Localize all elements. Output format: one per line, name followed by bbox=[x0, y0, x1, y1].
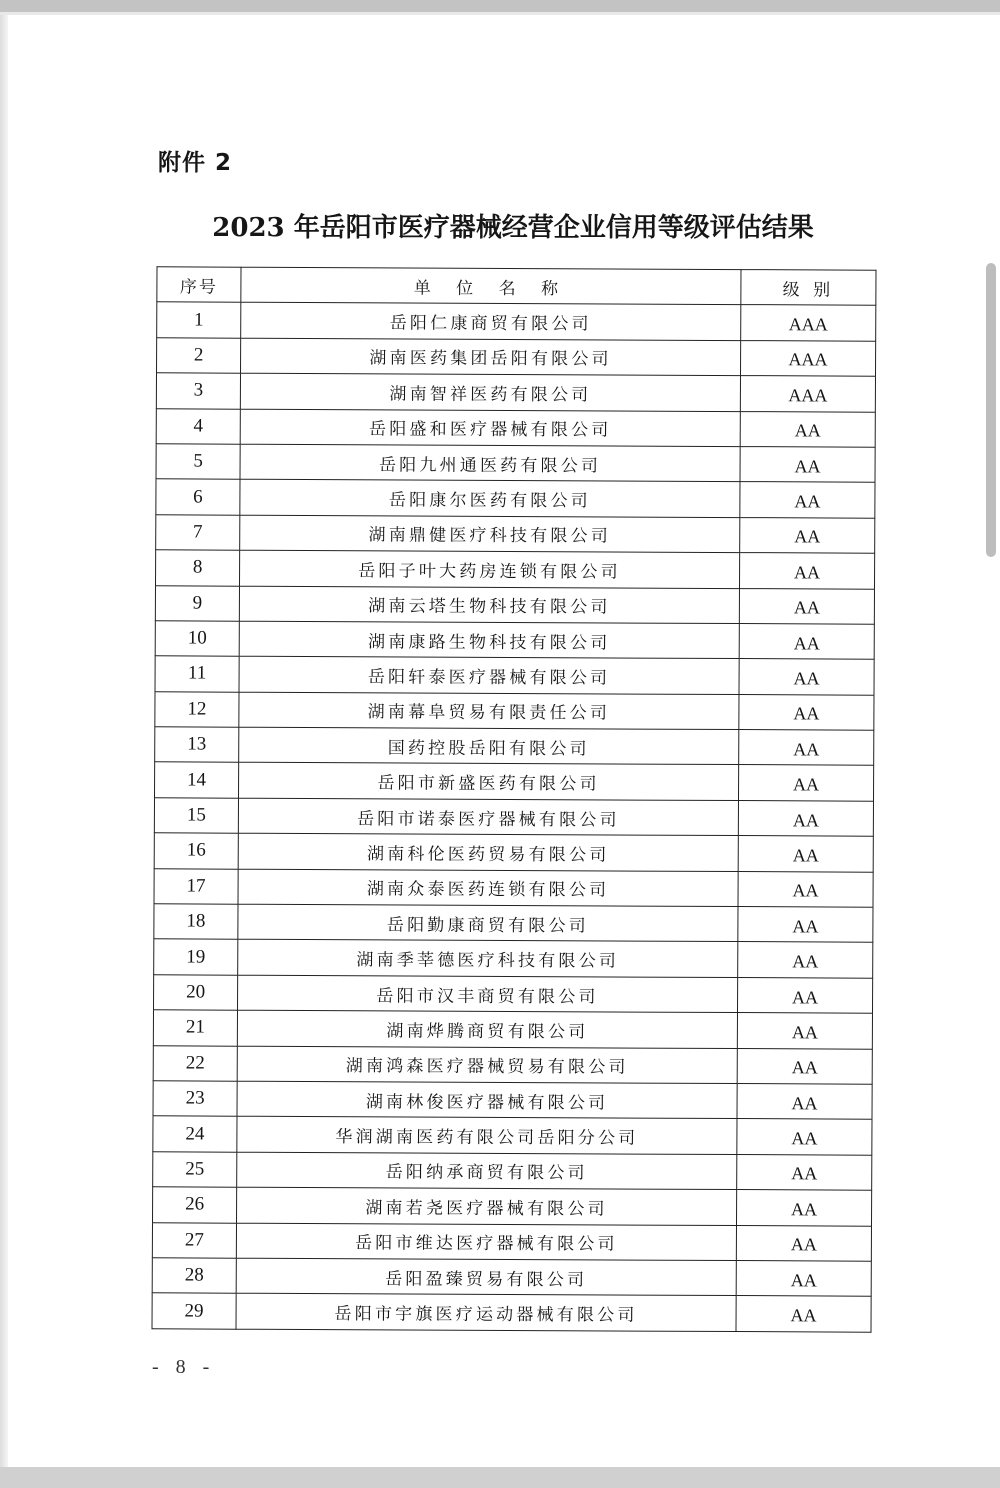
row-index-cell: 9 bbox=[155, 585, 239, 621]
row-index-cell: 12 bbox=[155, 691, 239, 727]
table-body bbox=[152, 302, 876, 1332]
credit-level-cell: AA bbox=[738, 800, 873, 836]
table-row bbox=[153, 1045, 872, 1084]
company-name-cell: 湖南林俊医疗器械有限公司 bbox=[237, 1081, 737, 1119]
credit-level-cell: AA bbox=[739, 659, 874, 695]
credit-level-cell: AA bbox=[740, 411, 875, 447]
table-row bbox=[155, 691, 874, 730]
row-index-cell: 13 bbox=[155, 727, 239, 763]
credit-level-cell: AAA bbox=[740, 376, 875, 412]
row-index-cell: 8 bbox=[156, 550, 240, 586]
table-row bbox=[153, 1116, 872, 1155]
credit-level-cell: AA bbox=[739, 588, 874, 624]
company-name-cell: 岳阳子叶大药房连锁有限公司 bbox=[240, 550, 740, 588]
table-row bbox=[155, 656, 874, 695]
table-row bbox=[155, 585, 874, 624]
table-row bbox=[153, 1152, 872, 1191]
viewer-bottom-border bbox=[0, 1467, 1000, 1488]
table-row bbox=[152, 1293, 871, 1332]
credit-level-cell: AA bbox=[738, 765, 873, 801]
company-name-cell: 湖南幕阜贸易有限责任公司 bbox=[239, 692, 739, 730]
table-row bbox=[155, 621, 874, 660]
credit-level-cell: AA bbox=[740, 517, 875, 553]
credit-level-cell: AA bbox=[737, 1154, 872, 1190]
table-header-row bbox=[157, 267, 876, 306]
company-name-cell: 湖南智祥医药有限公司 bbox=[240, 373, 740, 411]
row-index-cell: 26 bbox=[153, 1187, 237, 1223]
credit-level-cell: AA bbox=[739, 694, 874, 730]
table-row bbox=[152, 1258, 871, 1297]
row-index-cell: 20 bbox=[154, 975, 238, 1011]
table-row bbox=[155, 727, 874, 766]
credit-level-cell: AA bbox=[737, 1013, 872, 1049]
row-index-cell: 7 bbox=[156, 515, 240, 551]
company-name-cell: 岳阳市维达医疗器械有限公司 bbox=[236, 1223, 736, 1261]
row-index-cell: 15 bbox=[154, 798, 238, 834]
row-index-cell: 2 bbox=[157, 338, 241, 374]
company-name-cell: 岳阳盈臻贸易有限公司 bbox=[236, 1258, 736, 1296]
table-row bbox=[154, 868, 873, 907]
company-name-cell: 国药控股岳阳有限公司 bbox=[239, 727, 739, 765]
row-index-cell: 11 bbox=[155, 656, 239, 692]
viewer-top-edge bbox=[0, 12, 1000, 15]
company-name-cell: 岳阳勤康商贸有限公司 bbox=[238, 904, 738, 942]
table-row bbox=[154, 904, 873, 943]
row-index-cell: 24 bbox=[153, 1116, 237, 1152]
credit-level-cell: AA bbox=[737, 1048, 872, 1084]
table-row bbox=[154, 939, 873, 978]
credit-level-cell: AA bbox=[738, 871, 873, 907]
header-index: 序号 bbox=[157, 267, 241, 303]
viewer-left-border bbox=[0, 15, 8, 1467]
table-row bbox=[156, 515, 875, 554]
company-name-cell: 湖南季莘德医疗科技有限公司 bbox=[238, 940, 738, 978]
company-name-cell: 湖南众泰医药连锁有限公司 bbox=[238, 869, 738, 907]
viewer-top-border bbox=[0, 0, 1000, 12]
scrollbar-thumb[interactable] bbox=[986, 263, 996, 557]
company-name-cell: 岳阳市汉丰商贸有限公司 bbox=[238, 975, 738, 1013]
credit-level-cell: AAA bbox=[741, 305, 876, 341]
table-row bbox=[156, 373, 875, 412]
credit-level-cell: AA bbox=[739, 730, 874, 766]
credit-level-cell: AA bbox=[738, 836, 873, 872]
row-index-cell: 10 bbox=[155, 621, 239, 657]
company-name-cell: 湖南康路生物科技有限公司 bbox=[239, 621, 739, 659]
page-number: - 8 - bbox=[152, 1356, 216, 1378]
credit-level-cell: AA bbox=[740, 482, 875, 518]
company-name-cell: 岳阳九州通医药有限公司 bbox=[240, 444, 740, 482]
credit-level-cell: AA bbox=[737, 1084, 872, 1120]
credit-level-cell: AA bbox=[740, 447, 875, 483]
row-index-cell: 5 bbox=[156, 444, 240, 480]
table-row bbox=[156, 550, 875, 589]
table-row bbox=[156, 479, 875, 518]
table-row bbox=[156, 408, 875, 447]
company-name-cell: 岳阳轩泰医疗器械有限公司 bbox=[239, 657, 739, 695]
company-name-cell: 湖南烨腾商贸有限公司 bbox=[237, 1010, 737, 1048]
row-index-cell: 22 bbox=[153, 1045, 237, 1081]
company-name-cell: 岳阳康尔医药有限公司 bbox=[240, 480, 740, 518]
company-name-cell: 华润湖南医药有限公司岳阳分公司 bbox=[237, 1117, 737, 1155]
table-row bbox=[154, 798, 873, 837]
company-name-cell: 湖南云塔生物科技有限公司 bbox=[239, 586, 739, 624]
row-index-cell: 28 bbox=[152, 1258, 236, 1294]
header-company-name: 单 位 名 称 bbox=[241, 267, 741, 305]
header-credit-level: 级 别 bbox=[741, 270, 876, 306]
credit-level-cell: AA bbox=[736, 1296, 871, 1332]
row-index-cell: 6 bbox=[156, 479, 240, 515]
row-index-cell: 25 bbox=[153, 1152, 237, 1188]
row-index-cell: 17 bbox=[154, 868, 238, 904]
company-name-cell: 岳阳市新盛医药有限公司 bbox=[239, 763, 739, 801]
row-index-cell: 29 bbox=[152, 1293, 236, 1329]
credit-level-cell: AA bbox=[737, 977, 872, 1013]
table-row bbox=[157, 338, 876, 377]
company-name-cell: 湖南若尧医疗器械有限公司 bbox=[237, 1187, 737, 1225]
attachment-label: 附件 2 bbox=[158, 150, 233, 176]
table-row bbox=[156, 444, 875, 483]
credit-level-cell: AAA bbox=[740, 340, 875, 376]
row-index-cell: 3 bbox=[156, 373, 240, 409]
row-index-cell: 1 bbox=[157, 302, 241, 338]
credit-level-cell: AA bbox=[739, 623, 874, 659]
credit-level-cell: AA bbox=[739, 553, 874, 589]
credit-level-cell: AA bbox=[737, 1119, 872, 1155]
company-name-cell: 岳阳市宇旗医疗运动器械有限公司 bbox=[236, 1294, 736, 1332]
table-row bbox=[152, 1222, 871, 1261]
row-index-cell: 19 bbox=[154, 939, 238, 975]
credit-level-cell: AA bbox=[738, 907, 873, 943]
credit-level-cell: AA bbox=[738, 942, 873, 978]
row-index-cell: 23 bbox=[153, 1081, 237, 1117]
company-name-cell: 岳阳市诺泰医疗器械有限公司 bbox=[238, 798, 738, 836]
table-row bbox=[157, 302, 876, 341]
credit-level-cell: AA bbox=[736, 1260, 871, 1296]
row-index-cell: 16 bbox=[154, 833, 238, 869]
credit-rating-table bbox=[152, 266, 877, 1332]
row-index-cell: 27 bbox=[152, 1222, 236, 1258]
page-title: 2023 年岳阳市医疗器械经营企业信用等级评估结果 bbox=[212, 213, 814, 243]
table-row bbox=[153, 1187, 872, 1226]
company-name-cell: 岳阳仁康商贸有限公司 bbox=[241, 303, 741, 341]
table-row bbox=[154, 975, 873, 1014]
credit-level-cell: AA bbox=[736, 1190, 871, 1226]
row-index-cell: 21 bbox=[153, 1010, 237, 1046]
row-index-cell: 18 bbox=[154, 904, 238, 940]
table-row bbox=[154, 833, 873, 872]
company-name-cell: 湖南科伦医药贸易有限公司 bbox=[238, 833, 738, 871]
company-name-cell: 岳阳纳承商贸有限公司 bbox=[237, 1152, 737, 1190]
company-name-cell: 湖南鼎健医疗科技有限公司 bbox=[240, 515, 740, 553]
table-row bbox=[153, 1081, 872, 1120]
row-index-cell: 4 bbox=[156, 408, 240, 444]
company-name-cell: 湖南鸿森医疗器械贸易有限公司 bbox=[237, 1046, 737, 1084]
row-index-cell: 14 bbox=[155, 762, 239, 798]
table-row bbox=[153, 1010, 872, 1049]
company-name-cell: 湖南医药集团岳阳有限公司 bbox=[241, 338, 741, 376]
credit-level-cell: AA bbox=[736, 1225, 871, 1261]
table-row bbox=[155, 762, 874, 801]
company-name-cell: 岳阳盛和医疗器械有限公司 bbox=[240, 409, 740, 447]
